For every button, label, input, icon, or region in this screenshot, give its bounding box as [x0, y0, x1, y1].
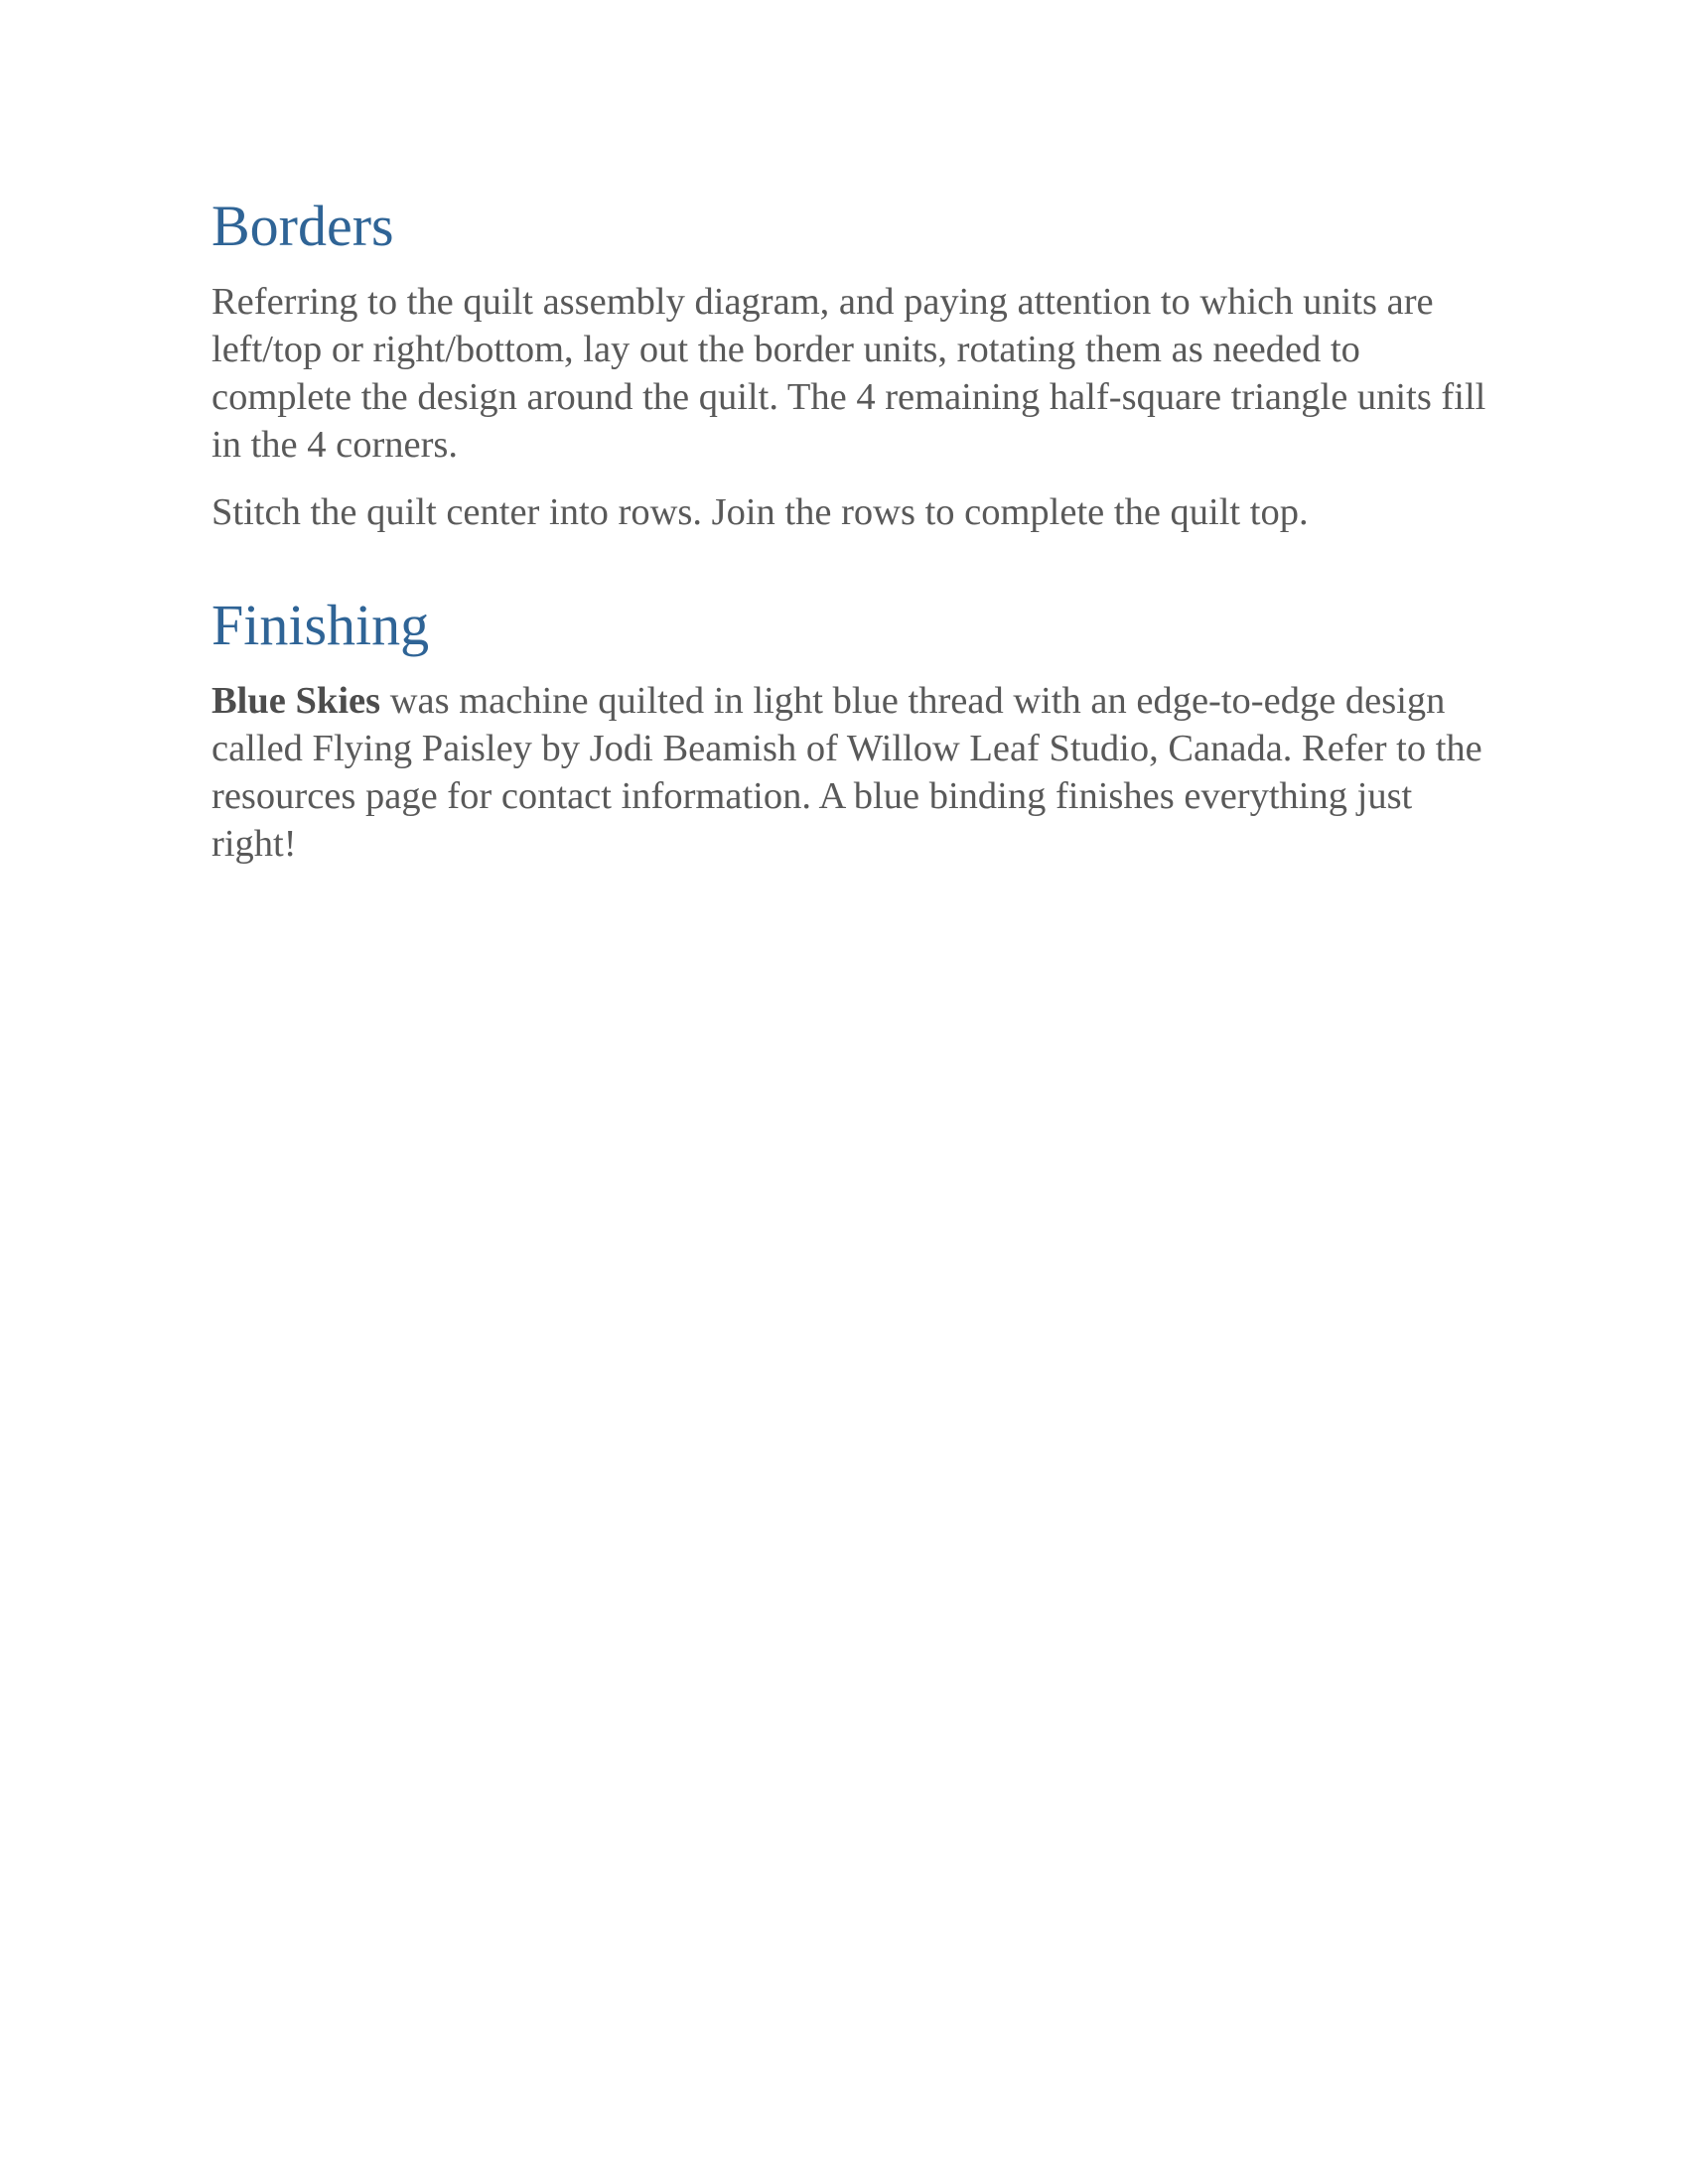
finishing-section — [211, 594, 1502, 868]
borders-paragraph-2: Stitch the quilt center into rows. Join the rows to complete the quilt top. — [211, 490, 1309, 533]
document-page — [211, 195, 1502, 868]
borders-heading: Borders — [211, 194, 394, 258]
finishing-paragraph-text: was machine quilted in light blue thread with an edge-to-edge design called Flying Paisley by Jodi Beamish of Willow Leaf Studio, Canada. Refer to the resources page for contact information. A blue binding finishes everything just right! — [211, 679, 1482, 865]
borders-section — [211, 195, 1502, 536]
borders-paragraph-1: Referring to the quilt assembly diagram, and paying attention to which units are left/top or right/bottom, lay out the border units, rotating them as needed to complete the design around the quilt. The 4 remaining half-square triangle units fill in the 4 corners. — [211, 280, 1486, 466]
finishing-heading: Finishing — [211, 592, 430, 657]
finishing-paragraph — [211, 677, 1502, 868]
quilt-name-bold: Blue Skies — [211, 679, 381, 722]
